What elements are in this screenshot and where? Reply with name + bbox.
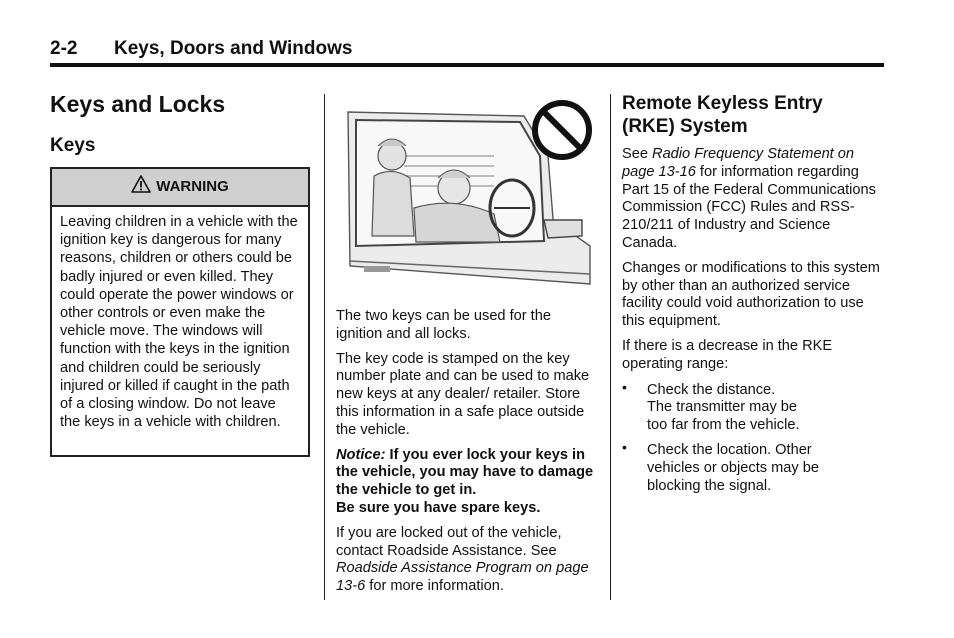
bullet-1-line3: too far from the vehicle. [647,417,800,434]
subtitle-keys: Keys [50,135,96,156]
paragraph-two-keys: The two keys can be used for the ignition and all locks. [336,308,551,342]
bullet-icon: • [622,378,627,395]
page-header [50,38,884,66]
paragraph-key-code: The key code is stamped on the key number plate and can be used to make new keys at any dealer/ retailer. Store this information in a safe place outside the vehicle. [336,350,590,438]
list-item [622,438,886,495]
header-rule [50,63,884,67]
roadside-assistance-link[interactable]: Roadside Assistance Program on page 13-6 [336,560,589,595]
column-1 [50,90,312,157]
bullet-1-line2: The transmitter may be [647,399,798,416]
range-checklist [622,378,886,496]
fcc-text-end: for information regarding Part 15 of the Federal Communications Commission (FCC) Rules and RSS-210/211 of Industry and Science Canada. [622,163,876,251]
bullet-icon: • [622,438,627,455]
rke-title [622,92,886,138]
notice-text-2: Be sure you have spare keys. [336,499,541,516]
notice-paragraph [336,447,598,518]
column-3 [622,92,886,495]
rke-title-line2: (RKE) System [622,116,748,137]
page-title: Keys and Locks [50,91,226,117]
locked-out-text-end: for more information. [365,578,504,595]
fcc-text-start: See [622,146,653,162]
warning-triangle-icon [131,171,151,207]
section-title: Keys, Doors and Windows [114,38,353,59]
list-item [622,378,886,435]
paragraph-locked-out [336,525,598,596]
column-2 [336,308,598,596]
locked-out-text: If you are locked out of the vehicle, contact Roadside Assistance. See [336,524,562,559]
column-divider-2 [610,94,611,600]
warning-text: Leaving children in a vehicle with the ignition key is dangerous for many reasons, children or others could be badly injured or even killed. They could operate the power windows or other controls or even make the vehicle move. The windows will function with the keys in the ignition and children could be seriously injured or killed if caught in the path of a closing window. Do not leave the keys in a vehicle with children. [60,214,298,431]
bullet-2-line3: blocking the signal. [647,477,772,494]
column-divider-1 [324,94,325,600]
paragraph-modifications: Changes or modifications to this system by other than an authorized service facility could void authorization to use this equipment. [622,259,880,330]
bullet-2-line1: Check the location. Other [647,441,812,458]
page-number: 2-2 [50,38,78,59]
bullet-1-line1: Check the distance. [647,381,776,398]
radio-frequency-link[interactable]: Radio Frequency Statement on page 13-16 [622,146,855,180]
rke-title-line1: Remote Keyless Entry [622,93,823,114]
warning-header [52,169,308,207]
no-children-in-vehicle-illustration [344,96,594,296]
notice-text: If you ever lock your keys in the vehicle, you may have to damage the vehicle to get in. [336,446,594,499]
notice-label: Notice: [336,446,386,463]
warning-label: WARNING [156,178,229,195]
warning-box [50,167,310,457]
paragraph-range: If there is a decrease in the RKE operating range: [622,337,833,372]
bullet-2-line2: vehicles or objects may be [647,459,819,476]
paragraph-fcc [622,146,886,253]
